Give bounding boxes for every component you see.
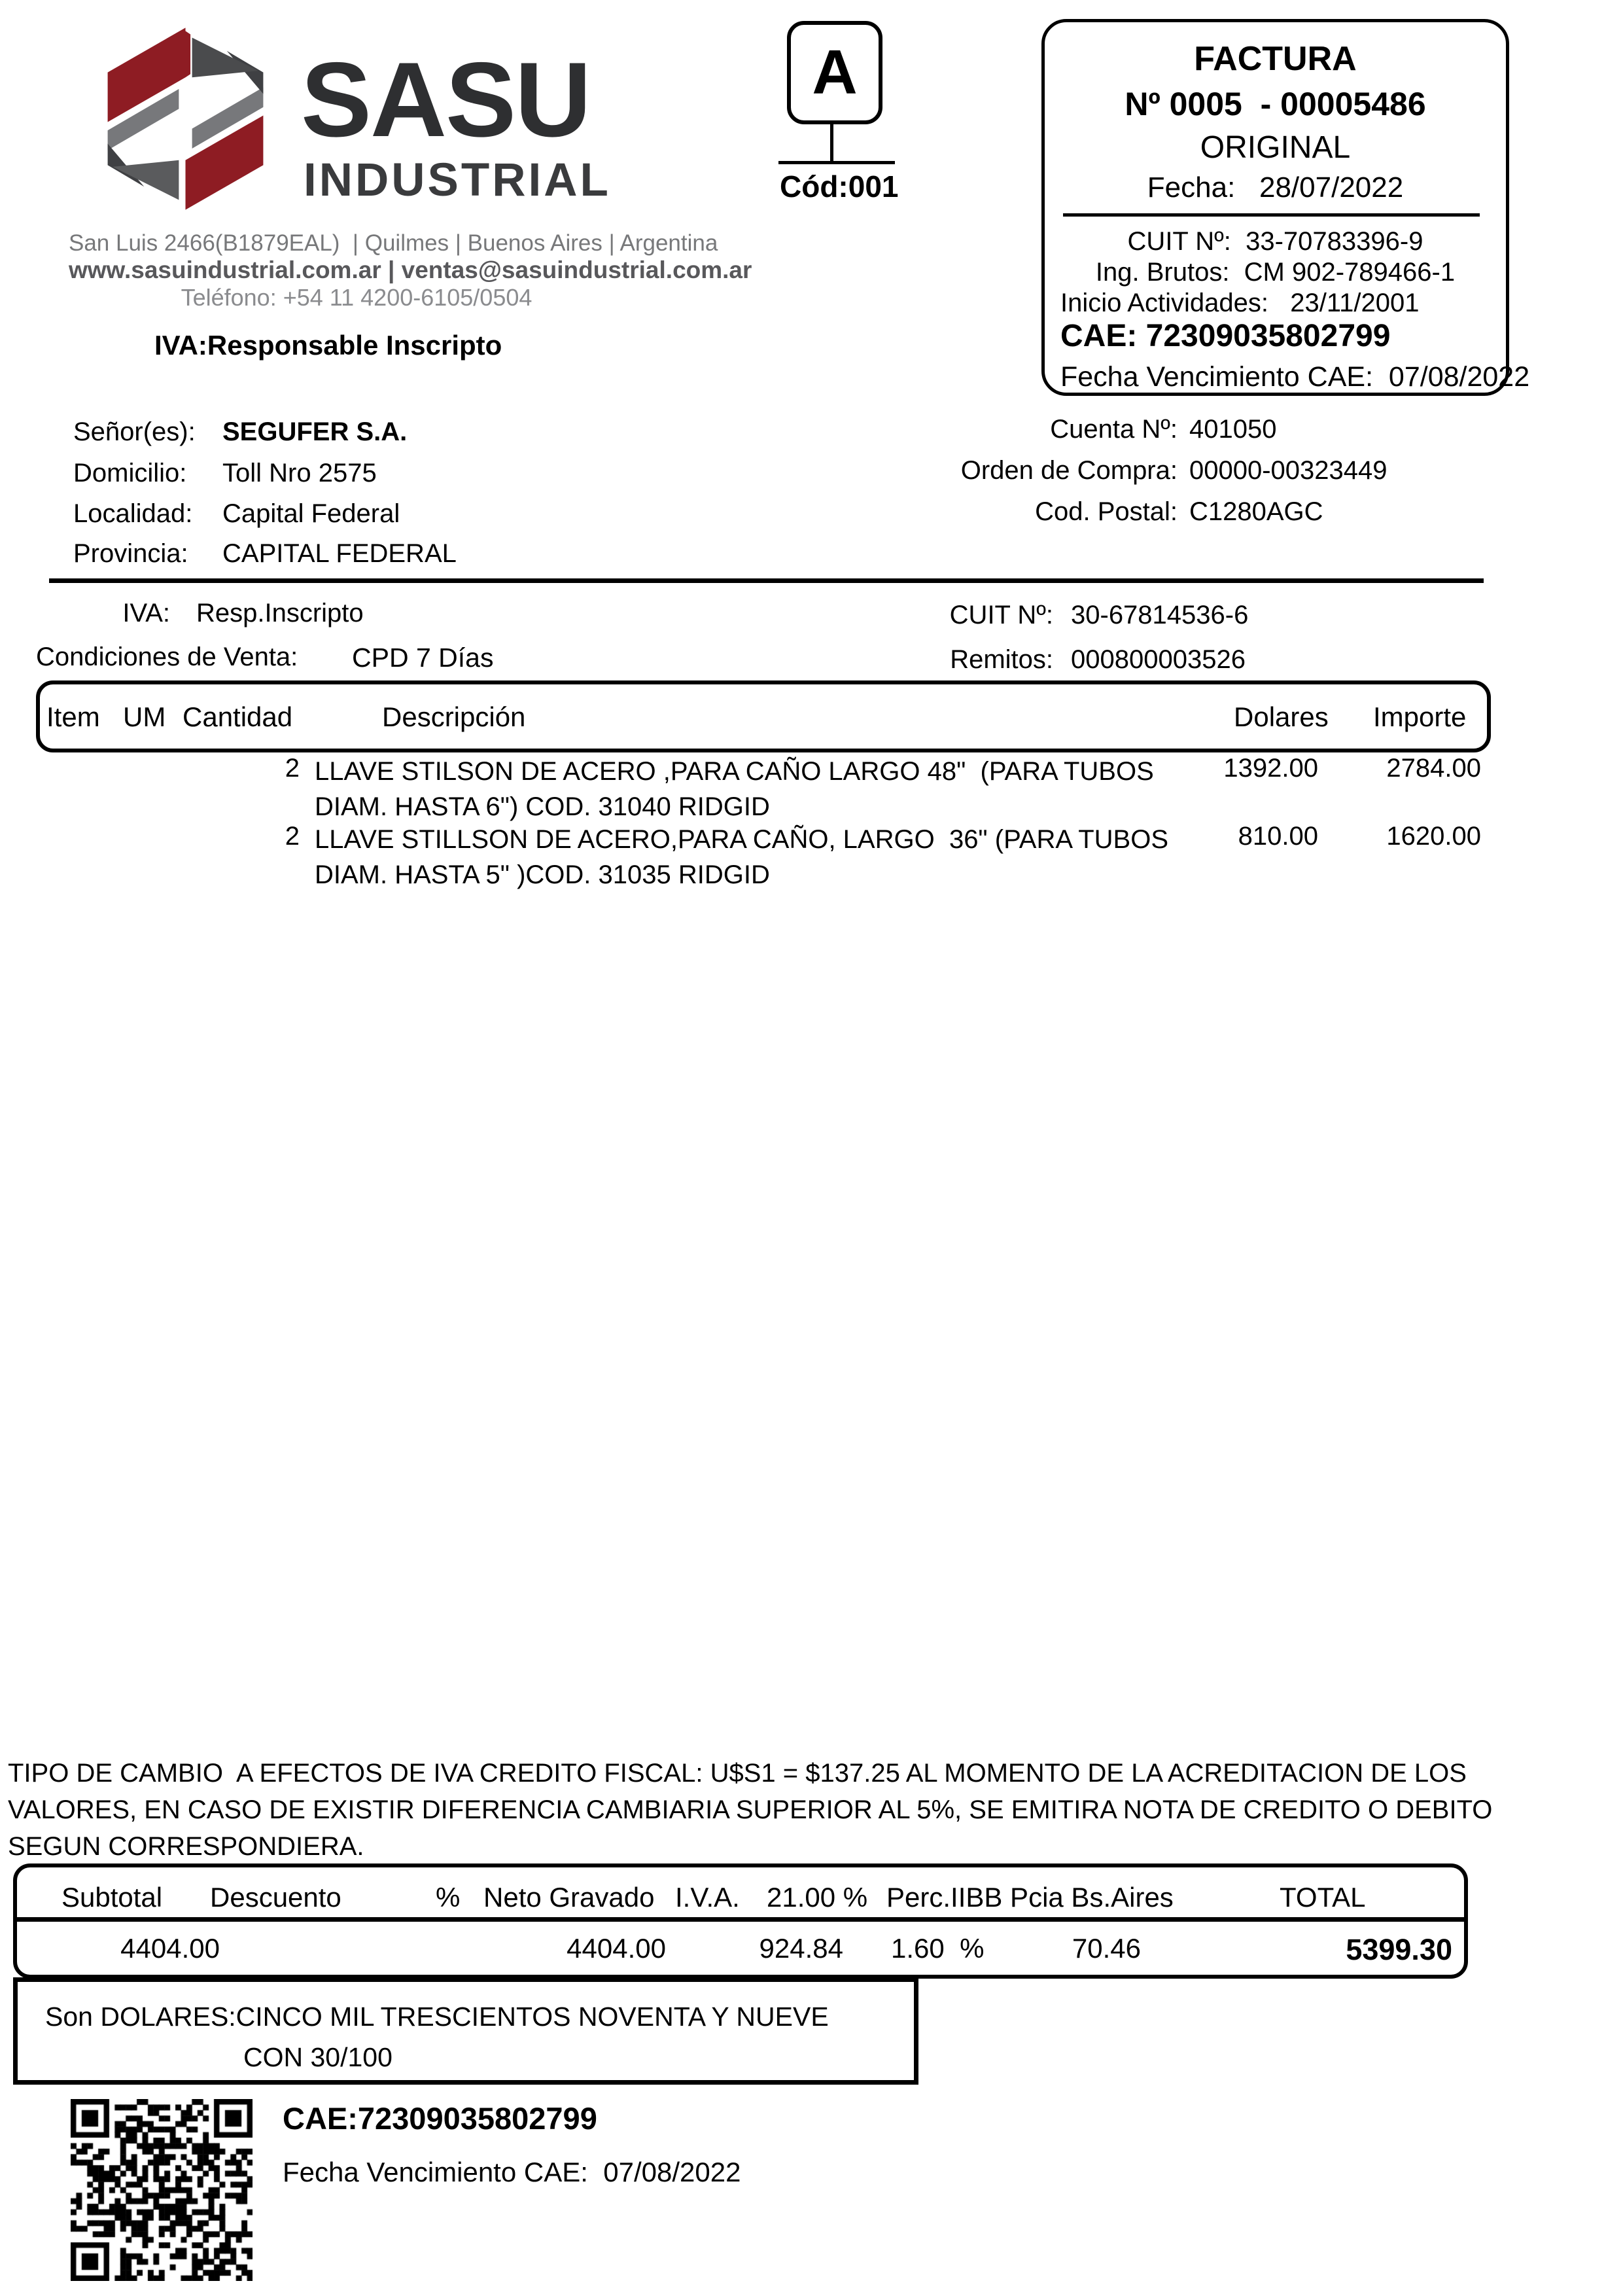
totals-divider (17, 1917, 1464, 1922)
col-header-um: UM (123, 701, 166, 732)
company-logo-icon (103, 26, 268, 211)
totals-header-perc-iibb: Perc.IIBB Pcia Bs.Aires (886, 1882, 1174, 1913)
client-name-label: Señor(es): (73, 417, 196, 446)
exchange-rate-note-line1: TIPO DE CAMBIO A EFECTOS DE IVA CREDITO FISCAL: U$S1 = $137.25 AL MOMENTO DE LA ACREDITACION DE LOS (8, 1759, 1467, 1788)
invoice-box-divider (1063, 213, 1480, 217)
item-description: LLAVE STILSON DE ACERO ,PARA CAÑO LARGO 48" (PARA TUBOS DIAM. HASTA 6") COD. 31040 RIDGID (315, 757, 1154, 821)
sale-conditions-value: CPD 7 Días (352, 643, 494, 673)
col-header-item: Item (46, 701, 100, 732)
client-cuit-label: CUIT Nº: (949, 601, 1053, 629)
items-table-header (36, 680, 1491, 752)
item-amount: 2784.00 (1386, 754, 1481, 783)
invoice-cae: CAE: 72309035802799 (1060, 319, 1391, 353)
company-address: San Luis 2466(B1879EAL) | Quilmes | Buenos Aires | Argentina (69, 230, 718, 256)
company-web-email: www.sasuindustrial.com.ar | ventas@sasuindustrial.com.ar (69, 256, 752, 283)
invoice-copy-type: ORIGINAL (1200, 130, 1351, 165)
invoice-info-box (1041, 19, 1530, 396)
totals-header-iva-percent: 21.00 % (767, 1882, 868, 1913)
col-header-descripcion: Descripción (382, 701, 526, 732)
invoice-code: Cód:001 (780, 169, 899, 203)
totals-total-value: 5399.30 (1346, 1933, 1452, 1966)
postal-code-label: Cod. Postal: (1035, 497, 1178, 526)
amount-in-words-line1: Son DOLARES:CINCO MIL TRESCIENTOS NOVENTA Y NUEVE (45, 2002, 829, 2032)
account-number-value: 401050 (1189, 415, 1277, 444)
purchase-order-label: Orden de Compra: (960, 456, 1178, 485)
col-header-cantidad: Cantidad (183, 701, 293, 732)
item-unit-price: 1392.00 (1223, 754, 1318, 783)
item-amount: 1620.00 (1386, 822, 1481, 851)
invoice-title: FACTURA (1194, 40, 1357, 78)
invoice-letter-box (787, 21, 882, 124)
footer-cae: CAE:72309035802799 (283, 2101, 597, 2136)
client-section-divider (49, 578, 1484, 583)
company-iva-status: IVA:Responsable Inscripto (154, 330, 502, 361)
invoice-cae-expiry: Fecha Vencimiento CAE: 07/08/2022 (1060, 361, 1530, 393)
totals-perc-percent-value: 1.60 % (891, 1933, 985, 1964)
client-province-label: Provincia: (73, 539, 188, 568)
remitos-value: 000800003526 (1071, 645, 1246, 674)
amount-in-words-line2: CON 30/100 (243, 2042, 393, 2072)
company-phone: Teléfono: +54 11 4200-6105/0504 (181, 284, 532, 311)
amount-in-words-box (13, 1977, 918, 2085)
exchange-rate-note-line3: SEGUN CORRESPONDIERA. (8, 1832, 364, 1861)
exchange-rate-note-line2: VALORES, EN CASO DE EXISTIR DIFERENCIA CAMBIARIA SUPERIOR AL 5%, SE EMITIRA NOTA DE CREDITO O DEBITO (8, 1795, 1493, 1824)
col-header-importe: Importe (1373, 701, 1467, 732)
client-iva-label: IVA: (122, 599, 170, 627)
letter-box-stem-line (830, 120, 833, 162)
totals-neto-gravado-value: 4404.00 (567, 1933, 666, 1964)
client-address-label: Domicilio: (73, 459, 187, 487)
sale-conditions-label: Condiciones de Venta: (36, 643, 298, 671)
client-name-value: SEGUFER S.A. (222, 417, 408, 446)
client-city-value: Capital Federal (222, 499, 400, 528)
totals-header-percent: % (436, 1882, 461, 1913)
purchase-order-value: 00000-00323449 (1189, 456, 1387, 485)
totals-header-total: TOTAL (1280, 1882, 1366, 1913)
client-iva-value: Resp.Inscripto (196, 599, 364, 627)
company-subname: INDUSTRIAL (304, 154, 611, 206)
item-quantity: 2 (285, 754, 300, 783)
client-cuit-value: 30-67814536-6 (1071, 601, 1249, 629)
account-number-label: Cuenta Nº: (1050, 415, 1178, 444)
item-description: LLAVE STILLSON DE ACERO,PARA CAÑO, LARGO 36" (PARA TUBOS DIAM. HASTA 5" )COD. 31035 RIDGID (315, 825, 1168, 889)
item-unit-price: 810.00 (1238, 822, 1318, 851)
remitos-label: Remitos: (950, 645, 1053, 674)
totals-header-subtotal: Subtotal (61, 1882, 163, 1913)
totals-perc-iibb-value: 70.46 (1072, 1933, 1141, 1964)
invoice-date: Fecha: 28/07/2022 (1147, 171, 1404, 203)
item-quantity: 2 (285, 822, 300, 851)
invoice-letter: A (812, 37, 858, 107)
totals-header-neto-gravado: Neto Gravado (483, 1882, 655, 1913)
totals-header-iva: I.V.A. (675, 1882, 740, 1913)
afip-qr-code-icon (71, 2099, 253, 2281)
totals-subtotal-value: 4404.00 (120, 1933, 220, 1964)
company-inicio-actividades: Inicio Actividades: 23/11/2001 (1060, 289, 1420, 317)
totals-box (13, 1863, 1468, 1979)
postal-code-value: C1280AGC (1189, 497, 1323, 526)
footer-cae-expiry: Fecha Vencimiento CAE: 07/08/2022 (283, 2157, 741, 2187)
invoice-number: Nº 0005 - 00005486 (1125, 86, 1426, 122)
client-address-value: Toll Nro 2575 (222, 459, 377, 487)
letter-box-rule-line (778, 161, 895, 164)
totals-iva-value: 924.84 (759, 1933, 843, 1964)
client-city-label: Localidad: (73, 499, 193, 528)
company-cuit: CUIT Nº: 33-70783396-9 (1127, 227, 1423, 256)
company-name: SASU (301, 41, 591, 159)
company-ing-brutos: Ing. Brutos: CM 902-789466-1 (1095, 258, 1456, 287)
col-header-dolares: Dolares (1234, 701, 1329, 732)
totals-header-descuento: Descuento (210, 1882, 341, 1913)
client-province-value: CAPITAL FEDERAL (222, 539, 457, 568)
